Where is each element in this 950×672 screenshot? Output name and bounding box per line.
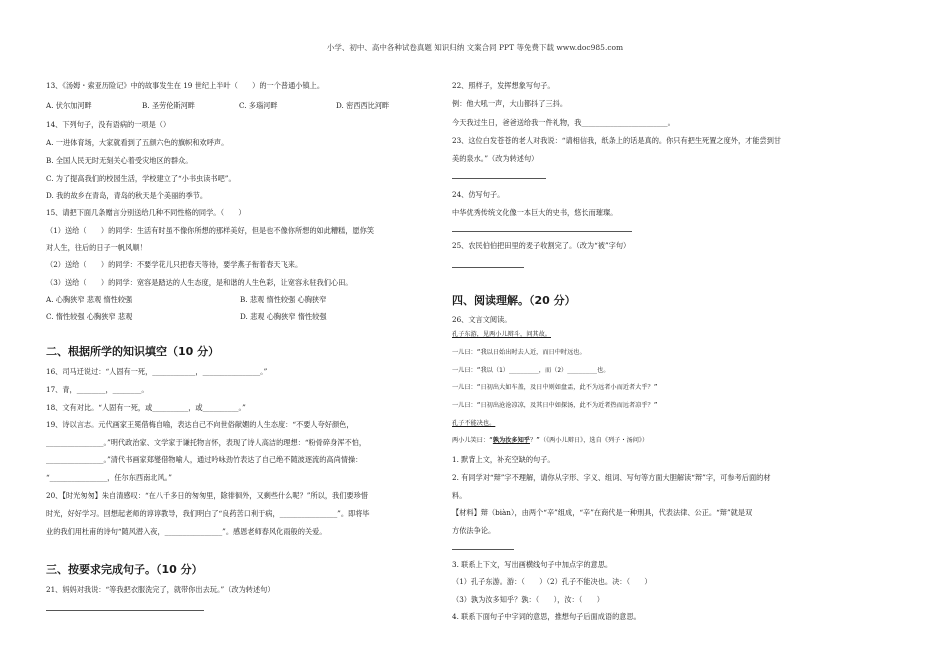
q15-option-a: A. 心胸狭窄 悲观 惰性较强 [46, 295, 133, 304]
reading-q2-cont: 料。 [452, 491, 467, 500]
question-19-line-3: ________________。”清代书画家郑燮借物喻人，通过吟咏劲竹表达了自己绝不随波逐流的高尚情操： [46, 455, 363, 464]
classical-line-2: 一儿曰：“我以日始出时去人近，而日中时远也。 [452, 349, 586, 356]
q22-task: 今天我过生日，爸爸送给我一件礼物，我________________________。 [452, 118, 675, 127]
classical-line-6: 孔子不能决也。 [452, 420, 496, 427]
question-19: 19、诗以言志。元代画家王冕借梅自喻，表达自己不向世俗献媚的人生态度：“不要人夸好颜色， [46, 420, 354, 429]
classical-line-5: 一儿曰：“日初出沧沧凉凉，及其日中如探汤，此不为近者热而远者凉乎？” [452, 402, 658, 409]
question-26: 26、文言文阅读。 [452, 315, 512, 324]
q15-item-1-cont: 对人生，往后的日子一帆风顺！ [46, 243, 147, 252]
classical-line-7-start: 两小儿笑曰：“ [452, 437, 493, 444]
q13-option-b: B. 圣劳伦斯河畔 [142, 101, 195, 110]
reading-q2: 2. 有同学对“辩”字不理解，请你从字形、字义、组词、写句等方面大胆解读“辩”字，可参考后面的材 [452, 473, 771, 482]
q15-item-1: （1）送给（ ）的同学：生活有时虽不像你所想的那样美好，但是也不像你所想的如此糟糕，愿你笑 [46, 226, 375, 235]
question-16: 16、司马迁说过：“人固有一死，____________，________________。” [46, 367, 268, 376]
reading-q3-part-1: （1）孔子东游。游：（ ）（2）孔子不能决也。决：（ ） [452, 577, 652, 586]
question-20-line-2: 时光，好好学习。回想起老师的谆谆教导，我们明白了“良药苦口利于病，________________”。即将毕 [46, 509, 370, 518]
question-23: 23、这位白发苍苍的老人对我说：“请相信我，纸条上的话是真的。你只有把生死置之度外，才能尝到甘 [452, 136, 782, 145]
reading-q3-part-2: （3）孰为汝多知乎？孰：（ ），汝：（ ） [452, 595, 604, 604]
answer-line-r2 [452, 549, 514, 550]
q14-option-d: D. 我的故乡在青岛，青岛的秋天是个美丽的季节。 [46, 191, 208, 200]
question-25: 25、农民伯伯把田里的麦子收割完了。（改为“被”字句） [452, 241, 631, 250]
reading-material-cont: 方依法争论。 [452, 526, 496, 535]
q15-option-c: C. 惰性较强 心胸狭窄 悲观 [46, 312, 133, 321]
page-header: 小学、初中、高中各种试卷真题 知识归纳 文案合同 PPT 等免费下载 www.doc985.com [326, 43, 624, 52]
reading-q1: 1. 默背上文，补充空缺的句子。 [452, 455, 555, 464]
classical-underlined-phrase: 孰为汝多知乎 [492, 437, 530, 444]
classical-line-3: 一儿曰：“我以（1）________，而（2）________也。 [452, 367, 610, 374]
section-2-title: 二、根据所学的知识填空（10 分） [46, 345, 220, 358]
classical-line-1: 孔子东游，见两小儿辩斗，问其故。 [452, 331, 551, 338]
q15-item-2: （2）送给（ ）的同学：不要学花儿只把春天等待，要学燕子衔着春天飞来。 [46, 260, 303, 269]
question-24: 24、仿写句子。 [452, 190, 505, 199]
section-3-title: 三、按要求完成句子。（10 分） [46, 563, 203, 576]
q13-option-a: A. 伏尔加河畔 [46, 101, 92, 110]
section-4-title: 四、阅读理解。（20 分） [452, 294, 576, 307]
answer-line-23 [452, 178, 546, 179]
question-20: 20、【时光匆匆】朱自清感叹：“在八千多日的匆匆里，除徘徊外，又剩些什么呢？”所以，我们要珍惜 [46, 491, 368, 500]
reading-q3: 3. 联系上下文，写出画横线句子中加点字的意思。 [452, 560, 613, 569]
reading-material: 【材料】辩（biàn），由两个“辛”组成，“辛”在商代是一种刑具，代表法律、公正。“辩”就是双 [452, 508, 753, 517]
reading-q4: 4. 联系下面句子中字词的意思，推想句子后面成语的意思。 [452, 612, 641, 621]
classical-line-7-end: ？”（《两小儿辩日》，选自《列子・汤问》） [529, 437, 649, 444]
q15-item-3: （3）送给（ ）的同学：宽容是踏达的人生态度，是和谐的人生色彩，让宽容永驻我们心田。 [46, 278, 353, 287]
q14-option-a: A. 一进体育场，大家就看到了五颜六色的旗帜和欢呼声。 [46, 138, 229, 147]
question-17: 17、青，________，________。 [46, 385, 149, 394]
question-15: 15、请把下面几条赠言分别送给几种不同性格的同学。（ ） [46, 208, 246, 217]
classical-line-7 [452, 438, 648, 444]
q14-option-c: C. 为了提高我们的校园生活，学校建立了“小书虫读书吧”。 [46, 174, 236, 183]
answer-line-25 [452, 267, 524, 268]
question-22: 22、照样子，发挥想象写句子。 [452, 81, 555, 90]
q15-option-b: B. 悲观 惰性较强 心胸狭窄 [240, 295, 327, 304]
q15-option-d: D. 悲观 心胸狭窄 惰性较强 [240, 312, 327, 321]
q14-option-b: B. 全国人民无时无刻关心着受灾地区的群众。 [46, 156, 193, 165]
question-13: 13、《汤姆・索亚历险记》中的故事发生在 19 世纪上半叶（ ）的一个普通小镇上。 [46, 81, 325, 90]
question-14: 14、下列句子，没有语病的一项是（） [46, 120, 171, 129]
q22-example: 例：他大吼一声，大山都抖了三抖。 [452, 99, 568, 108]
question-20-line-3: 业的我们用杜甫的诗句“随风潜入夜，________________”。感恩老师春风化雨般的关爱。 [46, 527, 327, 536]
q24-example: 中华优秀传统文化像一本巨大的史书，悠长而璀璨。 [452, 208, 618, 217]
q13-option-d: D. 密西西比河畔 [336, 101, 390, 110]
question-19-line-4: “________________，任尔东西南北风。” [46, 473, 172, 482]
question-19-line-2: ________________。”明代政治家、文学家于谦托物言怀，表现了诗人高洁的理想：“粉骨碎身浑不怕， [46, 438, 367, 447]
question-23-line-2: 美的泉水。”（改为转述句） [452, 154, 539, 163]
q13-option-c: C. 多瑙河畔 [239, 101, 278, 110]
answer-line-24 [452, 231, 632, 232]
classical-line-4: 一儿曰：“日初出大如车盖，及日中则如盘盂，此不为远者小而近者大乎？” [452, 384, 658, 391]
answer-line-21 [46, 610, 204, 611]
question-21: 21、妈妈对我说：“等我把衣服洗完了，就带你出去玩。”（改为转述句） [46, 585, 275, 594]
question-18: 18、文有对比。“人固有一死，或__________，或__________。” [46, 403, 246, 412]
